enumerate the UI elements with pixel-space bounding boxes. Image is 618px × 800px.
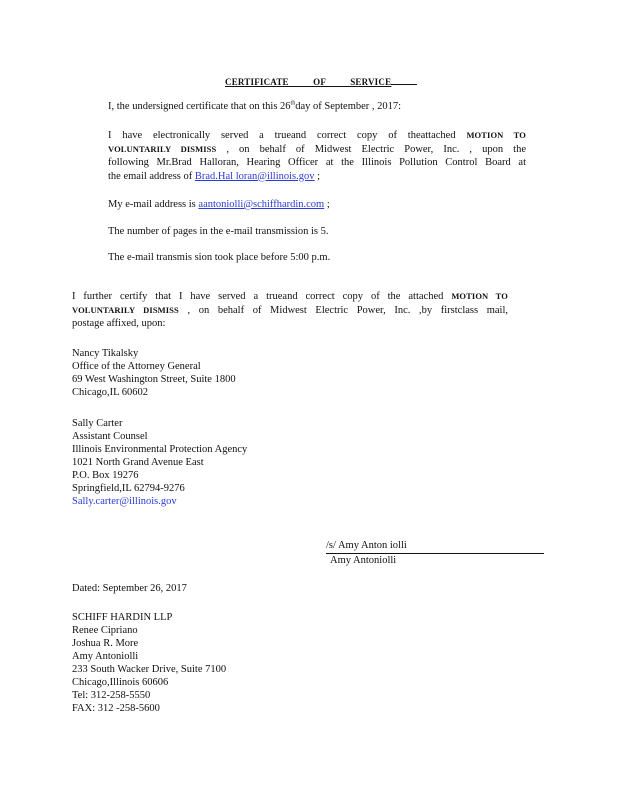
recipient-epa <box>72 417 247 508</box>
punctuation: ; <box>326 199 330 210</box>
firm-fax: FAX: 312 -258-5600 <box>72 703 160 714</box>
signature-line: /s/ Amy Anton iolli <box>326 540 407 551</box>
document-title: CERTIFICATE OF SERVICE <box>225 75 417 87</box>
certification-text: I, the undersigned certificate that on this 26 <box>108 101 291 112</box>
motion-title-part2: VOLUNTARILY DISMISS <box>72 304 179 315</box>
hearing-officer-email-link[interactable]: Brad.Hal loran@illinois.gov <box>194 170 315 182</box>
recipient-street: 69 West Washington Street, Suite 1800 <box>72 374 236 385</box>
firm-city: Chicago,Illinois 60606 <box>72 677 169 688</box>
punctuation: ; <box>317 170 321 182</box>
mail-service-line3: postage affixed, upon: <box>72 318 166 329</box>
attorney-name: Amy Antoniolli <box>72 651 139 662</box>
paragraph-certification-date <box>108 100 401 113</box>
recipient-agency: Illinois Environmental Protection Agency <box>72 444 248 455</box>
certification-month-year: day of September , 2017: <box>295 101 402 112</box>
paragraph-email-service <box>108 129 526 183</box>
motion-title-part2: VOLUNTARILY DISMISS <box>108 143 217 154</box>
recipient-name: Sally Carter <box>72 418 123 429</box>
title-underline-extension <box>391 75 417 85</box>
paragraph-mail-service <box>72 290 508 331</box>
email-service-line3: following Mr.Brad Halloran, Hearing Officer at the Illinois Pollution Control Board at <box>108 157 526 168</box>
firm-street: 233 South Wacker Drive, Suite 7100 <box>72 664 227 675</box>
mail-service-line2: , on behalf of Midwest Electric Power, Inc. ,by firstclass mail, <box>187 304 508 316</box>
my-email-label: My e-mail address is <box>108 199 196 210</box>
email-service-line1: I have electronically served a trueand correct copy of theattached <box>108 130 456 141</box>
recipient-name: Nancy Tikalsky <box>72 348 139 359</box>
paragraph-page-count: The number of pages in the e-mail transmission is 5. <box>108 226 329 237</box>
recipient-city: Springfield,IL 62794-9276 <box>72 483 185 494</box>
motion-title-part1: MOTION TO <box>466 130 527 140</box>
paragraph-my-email <box>108 198 330 211</box>
mail-service-line1: I further certify that I have served a trueand correct copy of the attached <box>72 291 444 302</box>
firm-signature-block <box>72 611 226 715</box>
recipient-po-box: P.O. Box 19276 <box>72 470 139 481</box>
email-service-line4: the email address of <box>108 170 193 182</box>
recipient-street: 1021 North Grand Avenue East <box>72 457 204 468</box>
attorney-name: Joshua R. More <box>72 638 139 649</box>
email-service-line2: , on behalf of Midwest Electric Power, Inc. , upon the <box>226 143 526 155</box>
dated-line: Dated: September 26, 2017 <box>72 583 187 594</box>
recipient-email-link[interactable]: Sally.carter@illinois.gov <box>72 496 177 507</box>
recipient-city: Chicago,IL 60602 <box>72 387 149 398</box>
recipient-attorney-general <box>72 347 236 399</box>
paragraph-transmission-time: The e-mail transmis sion took place before 5:00 p.m. <box>108 252 331 263</box>
signer-name: Amy Antoniolli <box>330 555 397 566</box>
firm-telephone: Tel: 312-258-5550 <box>72 690 151 701</box>
recipient-office: Office of the Attorney General <box>72 361 201 372</box>
sender-email-link[interactable]: aantoniolli@schiffhardin.com <box>198 199 325 210</box>
ordinal-suffix: th <box>290 100 296 107</box>
firm-name: SCHIFF HARDIN LLP <box>72 612 173 623</box>
motion-title-part1: MOTION TO <box>451 291 508 301</box>
attorney-name: Renee Cipriano <box>72 625 138 636</box>
recipient-title: Assistant Counsel <box>72 431 148 442</box>
